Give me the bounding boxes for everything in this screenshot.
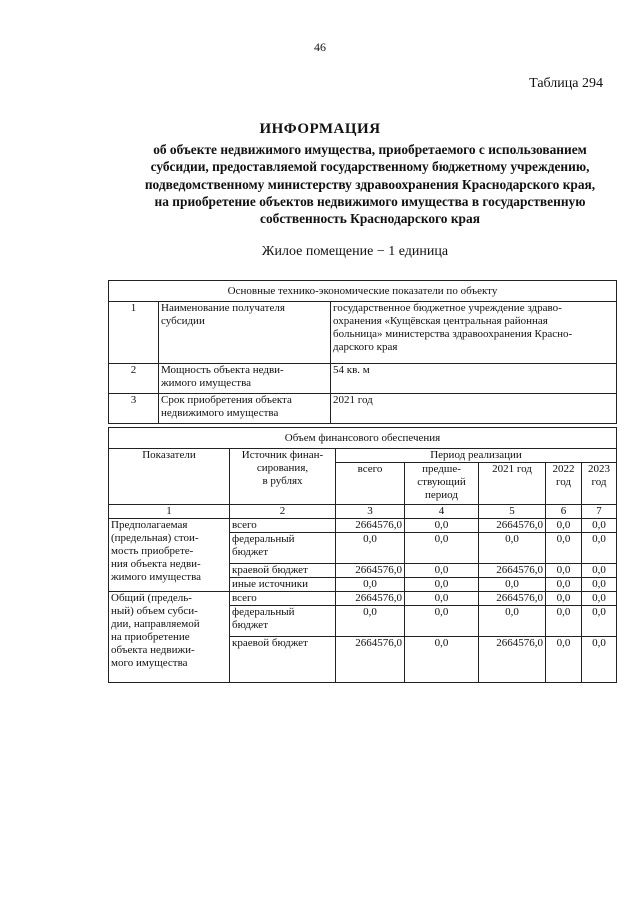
subtitle-line: на приобретение объектов недвижимого имущества в государственную (154, 193, 586, 209)
row-value (331, 302, 617, 364)
row-number: 1 (109, 302, 159, 364)
label-line: Срок приобретения объекта (161, 394, 292, 406)
document-subtitle (95, 141, 640, 227)
value-line: 2021 год (333, 394, 373, 406)
column-number: 5 (479, 505, 546, 519)
value-cell: 0,0 (546, 578, 582, 592)
value-cell: 0,0 (546, 592, 582, 606)
value-cell: 0,0 (336, 578, 405, 592)
col-source (230, 449, 336, 505)
value-cell: 2664576,0 (336, 564, 405, 578)
label-line: Наименование получателя (161, 302, 285, 314)
label-line: Мощность объекта недви- (161, 364, 284, 376)
label-line: мого имущества (111, 657, 188, 669)
source-cell: краевой бюджет (230, 637, 336, 683)
column-header-row (109, 449, 617, 463)
column-number-row (109, 505, 617, 519)
value-cell: 0,0 (479, 606, 546, 637)
tech-indicators-table (108, 280, 617, 424)
label-line: недвижимого имущества (161, 407, 279, 419)
value-cell: 2664576,0 (479, 564, 546, 578)
label-line: Общий (предель- (111, 592, 192, 604)
col-indicators: Показатели (109, 449, 230, 505)
value-cell: 2664576,0 (336, 519, 405, 533)
column-number: 7 (582, 505, 617, 519)
group-label (109, 592, 230, 683)
label-line: субсидии (161, 315, 205, 327)
tech-header: Основные технико-экономические показатели по объекту (109, 281, 617, 302)
subtitle-line: собственность Краснодарского края (260, 211, 480, 227)
header-line: год (591, 476, 607, 488)
label-line: мость приобрете- (111, 545, 194, 557)
value-cell: 0,0 (582, 637, 617, 683)
value-cell: 0,0 (405, 637, 479, 683)
col-prior (405, 463, 479, 505)
value-cell: 2664576,0 (336, 637, 405, 683)
source-line: федеральный (232, 533, 295, 545)
value-line: дарского края (333, 341, 398, 353)
table-row (109, 302, 617, 364)
source-line: федеральный (232, 606, 295, 618)
financing-table (108, 427, 617, 683)
header-line: год (555, 476, 572, 488)
value-cell: 0,0 (405, 519, 479, 533)
value-cell: 2664576,0 (479, 592, 546, 606)
header-line: ствующий (417, 476, 466, 488)
table-header-row (109, 428, 617, 449)
source-line: бюджет (232, 619, 268, 631)
source-cell (230, 606, 336, 637)
label-line: (предельная) стои- (111, 532, 199, 544)
source-line: бюджет (232, 546, 268, 558)
value-cell: 0,0 (546, 564, 582, 578)
table-row (109, 364, 617, 394)
value-line: больница» министерства здравоохранения Красно- (333, 328, 573, 340)
col-period: Период реализации (336, 449, 617, 463)
value-cell: 2664576,0 (479, 519, 546, 533)
header-line: период (425, 489, 458, 501)
column-number: 2 (230, 505, 336, 519)
value-cell: 2664576,0 (336, 592, 405, 606)
source-cell: иные источники (230, 578, 336, 592)
row-label (159, 302, 331, 364)
value-cell: 0,0 (546, 519, 582, 533)
value-cell: 0,0 (405, 606, 479, 637)
value-cell: 0,0 (546, 533, 582, 564)
table-row (109, 394, 617, 424)
value-cell: 2664576,0 (479, 637, 546, 683)
value-cell: 0,0 (582, 564, 617, 578)
label-line: жимого имущества (111, 571, 202, 583)
object-description: Жилое помещение − 1 единица (261, 244, 449, 259)
value-line: охранения «Кущёвская центральная районная (333, 315, 548, 327)
header-line: Источник финан- (241, 449, 324, 461)
row-number: 2 (109, 364, 159, 394)
document-title: ИНФОРМАЦИЯ (259, 121, 381, 137)
source-cell: краевой бюджет (230, 564, 336, 578)
subtitle-line: субсидии, предоставляемой государственному бюджетному учреждению, (150, 159, 590, 175)
header-line: предше- (422, 463, 461, 475)
page-number: 46 (314, 40, 326, 54)
row-label (159, 394, 331, 424)
value-line: 54 кв. м (333, 364, 370, 376)
table-label: Таблица 294 (529, 76, 603, 91)
value-cell: 0,0 (546, 606, 582, 637)
label-line: ный) объем субси- (111, 605, 198, 617)
value-cell: 0,0 (479, 578, 546, 592)
label-line: дии, направляемой (111, 618, 200, 630)
value-cell: 0,0 (582, 519, 617, 533)
value-cell: 0,0 (405, 578, 479, 592)
value-cell: 0,0 (582, 592, 617, 606)
row-label (159, 364, 331, 394)
value-cell: 0,0 (582, 606, 617, 637)
row-number: 3 (109, 394, 159, 424)
value-line: государственное бюджетное учреждение здраво- (333, 302, 562, 314)
value-cell: 0,0 (405, 592, 479, 606)
value-cell: 0,0 (405, 564, 479, 578)
source-cell (230, 533, 336, 564)
header-line: сирования, (256, 462, 309, 474)
column-number: 6 (546, 505, 582, 519)
column-number: 4 (405, 505, 479, 519)
group-label (109, 519, 230, 592)
label-line: ния объекта недви- (111, 558, 201, 570)
column-number: 1 (109, 505, 230, 519)
value-cell: 0,0 (336, 533, 405, 564)
table-row (109, 519, 617, 533)
value-cell: 0,0 (479, 533, 546, 564)
col-2023 (582, 463, 617, 505)
value-cell: 0,0 (582, 533, 617, 564)
value-cell: 0,0 (405, 533, 479, 564)
value-cell: 0,0 (582, 578, 617, 592)
header-line: 2023 (588, 463, 610, 475)
label-line: на приобретение (111, 631, 190, 643)
label-line: Предполагаемая (111, 519, 188, 531)
header-line: 2022 (552, 463, 575, 475)
value-cell: 0,0 (546, 637, 582, 683)
finance-header: Объем финансового обеспечения (109, 428, 617, 449)
row-value (331, 394, 617, 424)
table-header-row (109, 281, 617, 302)
table-row (109, 592, 617, 606)
subtitle-line: подведомственному министерству здравоохранения Краснодарского края, (144, 176, 596, 192)
source-cell: всего (230, 592, 336, 606)
column-number: 3 (336, 505, 405, 519)
row-value (331, 364, 617, 394)
label-line: жимого имущества (161, 377, 252, 389)
label-line: объекта недвижи- (111, 644, 195, 656)
value-cell: 0,0 (336, 606, 405, 637)
col-2021: 2021 год (479, 463, 546, 505)
subtitle-line: об объекте недвижимого имущества, приобретаемого с использованием (153, 142, 587, 157)
header-line: в рублях (262, 475, 303, 487)
col-2022 (546, 463, 582, 505)
source-cell: всего (230, 519, 336, 533)
col-total: всего (336, 463, 405, 505)
